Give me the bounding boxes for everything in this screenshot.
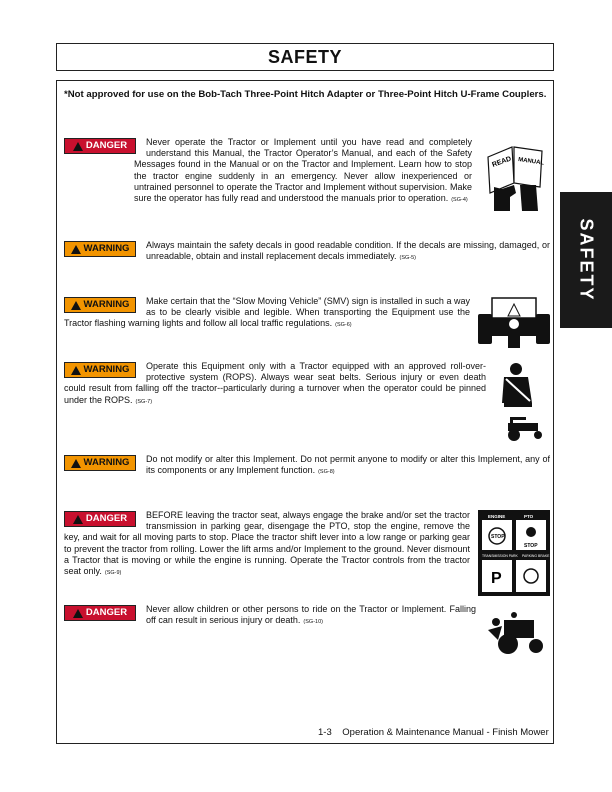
page-footer: [318, 727, 549, 738]
pto-label: PTO: [524, 514, 534, 519]
warning-badge: [64, 455, 136, 471]
warning-triangle-icon: [71, 245, 81, 254]
badge-label: DANGER: [85, 140, 128, 151]
badge-label: WARNING: [83, 457, 130, 468]
approval-note: *Not approved for use on the Bob-Tach Three-Point Hitch Adapter or Three-Point Hitch U-Frame Couplers.: [64, 89, 547, 100]
warning-triangle-icon: [73, 142, 83, 151]
manual-label: MANUAL: [517, 157, 545, 167]
warning-triangle-icon: [71, 301, 81, 310]
engine-stop-label: STOP: [491, 534, 505, 540]
warning-badge: [64, 362, 136, 378]
badge-label: WARNING: [83, 364, 130, 375]
danger-badge: [64, 138, 136, 154]
warning-triangle-icon: [71, 366, 81, 375]
side-tab: [560, 192, 612, 328]
message-text: Make certain that the “Slow Moving Vehicle” (SMV) sign is installed in such a way as to be clearly visible and legible. When transporting the Equipment use the Tractor flashing warning lights and follow all local traffic regulations.: [64, 296, 470, 329]
badge-label: WARNING: [83, 243, 130, 254]
safety-message-sg4: [64, 137, 550, 217]
warning-triangle-icon: [71, 459, 81, 468]
message-text: Operate this Equipment only with a Tractor equipped with an approved roll-over-protective system (ROPS). Always wear seat belts. Serious injury or even death could result from falling off the tractor--particularly during a turnover when the operator could be pinned under the ROPS.: [64, 361, 486, 405]
message-text: Never operate the Tractor or Implement until you have read and completely understand this Manual, the Tractor Operator’s Manual, and each of the Safety Messages found in the Manual or on the Tractor and Implement. Learn how to stop the tractor engine suddenly in an emergency. Never allow inexperienced or untrained personnel to operate the Tractor and Implement without supervision. Make sure the operator has fully read and understood the manuals prior to operation.: [134, 137, 472, 204]
message-code: (SG-4): [451, 197, 468, 204]
warning-triangle-icon: [73, 609, 83, 618]
page-number: 1-3: [318, 727, 332, 738]
message-code: (SG-8): [318, 469, 335, 476]
safety-message-sg6: [64, 296, 550, 352]
pto-stop-label: STOP: [524, 543, 538, 549]
engine-pto-park-icon: [478, 510, 550, 596]
page-title-box: [56, 43, 554, 71]
warning-badge: [64, 297, 136, 313]
warning-badge: [64, 241, 136, 257]
read-manual-icon: [480, 137, 550, 215]
engine-label: ENGINE: [488, 514, 506, 519]
seatbelt-rops-icon: [494, 361, 550, 443]
transmission-label: TRANSMISSION PARK: [482, 554, 518, 558]
safety-message-sg8: [64, 454, 550, 478]
safety-message-sg5: [64, 240, 550, 264]
safety-message-sg7: [64, 361, 550, 445]
message-code: (SG-9): [104, 570, 122, 577]
side-tab-label: SAFETY: [576, 218, 597, 302]
badge-label: DANGER: [85, 607, 128, 618]
message-text: BEFORE leaving the tractor seat, always engage the brake and/or set the tractor transmission in parking gear, disengage the PTO, stop the engine, remove the key, and wait for all moving parts to stop. Place the tractor shift lever into a low range or parking gear to prevent the tractor from rolling. Lower the lift arms and/or Implement to the ground. Never dismount a Tractor that is moving or while the engine is running. Operate the Tractor controls from the tractor seat only.: [64, 510, 470, 577]
safety-message-sg10: [64, 604, 550, 660]
safety-message-sg9: [64, 510, 550, 598]
message-text: Always maintain the safety decals in good readable condition. If the decals are missing, damaged, or unreadable, obtain and install replacement decals immediately.: [146, 240, 550, 262]
parking-brake-label: PARKING BRAKE: [522, 554, 550, 558]
message-code: (SG-7): [135, 398, 153, 405]
read-label: READ: [491, 155, 513, 169]
message-code: (SG-5): [399, 255, 416, 262]
message-code: (SG-6): [335, 322, 352, 329]
message-text: Do not modify or alter this Implement. Do not permit anyone to modify or alter this Implement, any of its components or any Implement function.: [146, 454, 550, 476]
park-letter: P: [491, 570, 502, 587]
warning-triangle-icon: [73, 515, 83, 524]
manual-title: Operation & Maintenance Manual - Finish Mower: [342, 727, 549, 738]
danger-badge: [64, 605, 136, 621]
no-riders-icon: [484, 612, 550, 658]
message-text: Never allow children or other persons to ride on the Tractor or Implement. Falling off can result in serious injury or death.: [146, 604, 476, 626]
message-code: (SG-10): [303, 619, 323, 626]
badge-label: DANGER: [85, 513, 128, 524]
danger-badge: [64, 511, 136, 527]
badge-label: WARNING: [83, 299, 130, 310]
tractor-rear-smv-icon: [478, 296, 550, 350]
page-title: SAFETY: [267, 46, 342, 67]
